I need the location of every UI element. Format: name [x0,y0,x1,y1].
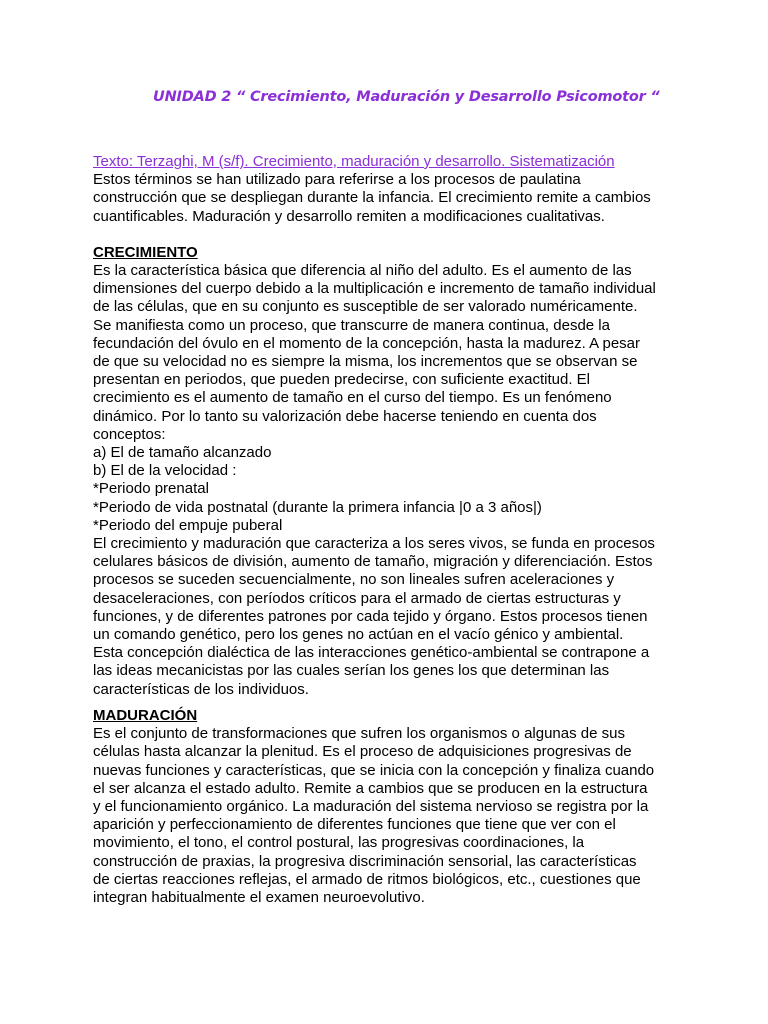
body-line: celulares básicos de división, aumento de tamaño, migración y diferenciación. Estos [93,553,653,571]
body-line: dimensiones del cuerpo debido a la multiplicación e incremento de tamaño individual [93,280,656,298]
body-line: construcción de praxias, la progresiva discriminación sensorial, las características [93,852,637,870]
body-line: b) El de la velocidad : [93,462,237,480]
paragraph-gap [93,226,693,244]
intro-line: cuantificables. Maduración y desarrollo remiten a modificaciones cualitativas. [93,207,605,225]
body-line: un comando genético, pero los genes no actúan en el vacío génico y ambiental. [93,626,624,644]
unit-title: UNIDAD 2 “ Crecimiento, Maduración y Desarrollo Psicomotor “ [153,89,660,105]
body-line: desaceleraciones, con períodos críticos para el armado de ciertas estructuras y [93,589,621,607]
body-line: de ciertas reacciones reflejas, el armado de ritmos biológicos, etc., cuestiones que [93,870,641,888]
body-line: y el funcionamiento orgánico. La maduración del sistema nervioso se registra por la [93,797,649,815]
body-line: procesos se suceden secuencialmente, no son lineales sufren aceleraciones y [93,571,615,589]
intro-line: construcción que se despliegan durante la infancia. El crecimiento remite a cambios [93,189,651,207]
body-line: Es la característica básica que diferencia al niño del adulto. Es el aumento de las [93,262,632,280]
intro-line: Estos términos se han utilizado para referirse a los procesos de paulatina [93,171,581,189]
body-line: el ser alcanza el estado adulto. Remite a cambios que se producen en la estructura [93,779,648,797]
body-line: movimiento, el tono, el control postural, las progresivas coordinaciones, la [93,834,585,852]
source-reference: Texto: Terzaghi, M (s/f). Crecimiento, maduración y desarrollo. Sistematización [93,153,615,170]
body-line: funciones, y de diferentes patrones por cada tejido y órgano. Estos procesos tienen [93,607,648,625]
paragraph-gap [93,699,693,707]
section-body-maduracion [93,725,693,907]
body-line: las ideas mecanicistas por las cuales serían los genes los que determinan las [93,662,610,680]
body-line: a) El de tamaño alcanzado [93,444,272,462]
body-line: Se manifiesta como un proceso, que transcurre de manera continua, desde la [93,316,610,334]
body-line: características de los individuos. [93,680,309,698]
body-line: dinámico. Por lo tanto su valorización debe hacerse teniendo en cuenta dos [93,407,597,425]
body-line: presentan en periodos, que pueden predecirse, con suficiente exactitud. El [93,371,590,389]
body-line: aparición y perfeccionamiento de diferentes funciones que tiene que ver con el [93,816,616,834]
body-line: de que su velocidad no es siempre la misma, los incrementos que se observan se [93,353,638,371]
body-line: integran habitualmente el examen neuroevolutivo. [93,888,425,906]
body-line: fecundación del óvulo en el momento de la concepción, hasta la madurez. A pesar [93,334,641,352]
body-line: Esta concepción dialéctica de las interacciones genético-ambiental se contrapone a [93,644,650,662]
body-line: Es el conjunto de transformaciones que sufren los organismos o algunas de sus [93,725,625,743]
body-line: células hasta alcanzar la plenitud. Es el proceso de adquisiciones progresivas de [93,743,632,761]
body-line: de las células, que en su conjunto es susceptible de ser valorado numéricamente. [93,298,638,316]
body-line: El crecimiento y maduración que caracteriza a los seres vivos, se funda en procesos [93,535,655,553]
body-line: conceptos: [93,425,166,443]
section-heading-maduracion: MADURACIÓN [93,706,198,724]
document-body [93,153,693,907]
body-line: crecimiento es el aumento de tamaño en el curso del tiempo. Es un fenómeno [93,389,612,407]
body-line: *Periodo de vida postnatal (durante la primera infancia |0 a 3 años|) [93,498,542,516]
section-heading-crecimiento: CRECIMIENTO [93,243,198,261]
body-line: *Periodo del empuje puberal [93,516,283,534]
body-line: *Periodo prenatal [93,480,209,498]
body-line: nuevas funciones y características, que se inicia con la concepción y finaliza cuando [93,761,655,779]
section-body-crecimiento [93,262,693,699]
